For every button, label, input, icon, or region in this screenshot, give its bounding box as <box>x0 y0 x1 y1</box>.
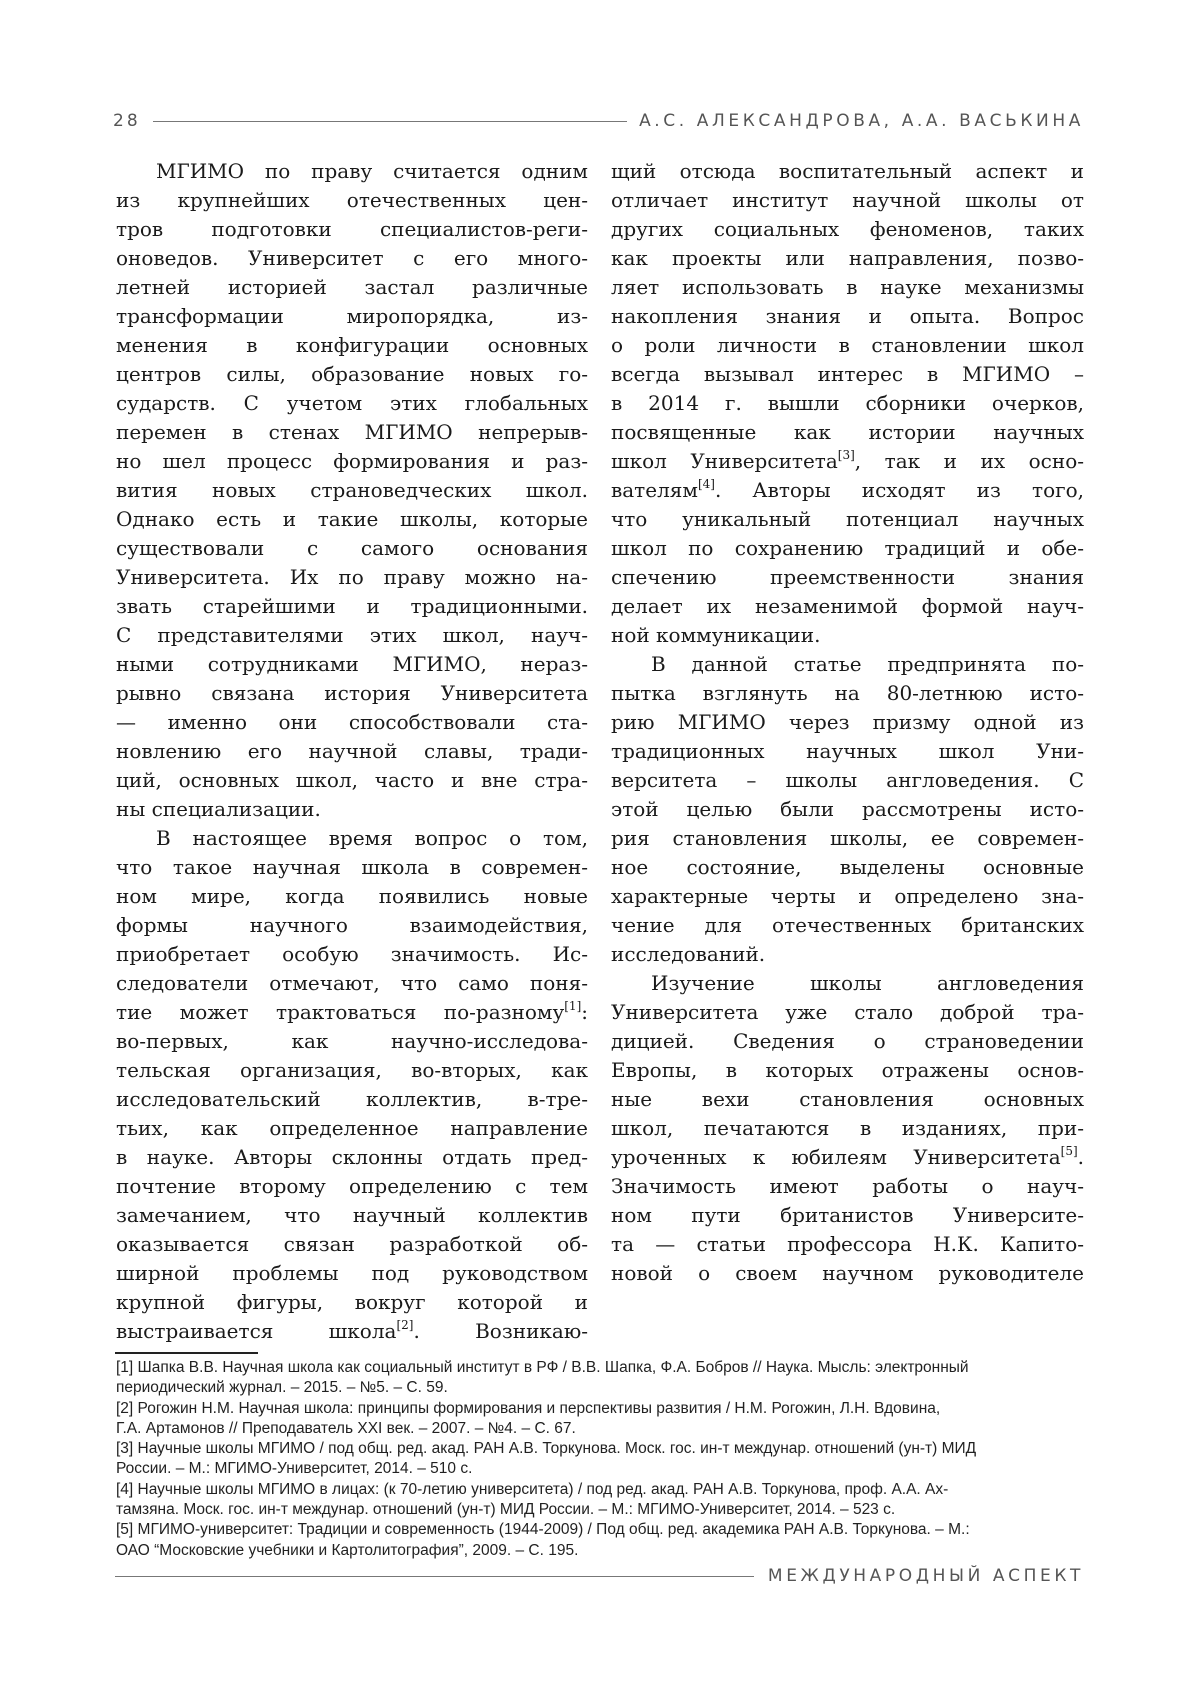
text-line: спечению преемственности знания <box>611 565 1084 589</box>
text-line: существовали с самого основания <box>116 536 588 560</box>
text-line: трансформации миропорядка, из- <box>116 304 588 328</box>
footnote-separator <box>115 1352 258 1354</box>
text-line: новлению его научной славы, тради- <box>116 739 588 763</box>
text-line: накопления знания и опыта. Вопрос <box>611 304 1084 328</box>
footnote-line: периодический журнал. – 2015. – №5. – С. 59. <box>116 1379 448 1397</box>
footnote-reference[interactable]: [3] <box>837 448 855 462</box>
text-line: традиционных научных школ Уни- <box>611 739 1084 763</box>
text-line: оказывается связан разработкой об- <box>116 1232 588 1256</box>
text-line: звать старейшими и традиционными. <box>116 594 588 618</box>
text-line: оноведов. Университет с его много- <box>116 246 588 270</box>
footnote-reference[interactable]: [4] <box>697 477 715 491</box>
text-line: рывно связана история Университета <box>116 681 588 705</box>
text-line: пытка взглянуть на 80-летнюю исто- <box>611 681 1084 705</box>
text-line: дицией. Сведения о страноведении <box>611 1029 1084 1053</box>
footnote-line: Г.А. Артамонов // Преподаватель XXI век. – 2007. – №4. – С. 67. <box>116 1419 576 1437</box>
text-line: щий отсюда воспитательный аспект и <box>611 159 1084 183</box>
footnote <box>116 1480 1091 1521</box>
text-line: ны специализации. <box>116 797 321 821</box>
text-line: делает их незаменимой формой науч- <box>611 594 1084 618</box>
footnote-line: России. – М.: МГИМО-Университет, 2014. – 510 с. <box>116 1460 473 1478</box>
text-line: ными сотрудниками МГИМО, нераз- <box>116 652 588 676</box>
text-line: ширной проблемы под руководством <box>116 1261 588 1285</box>
text-line: крупной фигуры, вокруг которой и <box>116 1290 588 1314</box>
text-line: замечанием, что научный коллектив <box>116 1203 588 1227</box>
footnote <box>116 1399 1091 1440</box>
text-line: Значимость имеют работы о науч- <box>611 1174 1084 1198</box>
text-line: менения в конфигурации основных <box>116 333 588 357</box>
footnote-line: [2] Рогожин Н.М. Научная школа: принципы формирования и перспективы развития / Н.М. Рогожин, Л.Н. Вдовина, <box>116 1399 941 1417</box>
text-line: следователи отмечают, что само поня- <box>116 971 588 995</box>
footnote-line: тамзяна. Моск. гос. ин-т междунар. отношений (ун-т) МИД России. – М.: МГИМО-Университет, 2014. – 523 с. <box>116 1501 896 1519</box>
text-line: выстраивается школа[2]. Возникаю- <box>116 1318 588 1343</box>
footnote-reference[interactable]: [5] <box>1060 1144 1078 1158</box>
page-number: 28 <box>113 111 141 131</box>
text-line: школ, печатаются в изданиях, при- <box>611 1116 1084 1140</box>
text-line: Однако есть и такие школы, которые <box>116 507 588 531</box>
text-line: вателям[4]. Авторы исходят из того, <box>611 477 1084 502</box>
paragraph <box>611 650 1084 969</box>
text-line: что такое научная школа в современ- <box>116 855 588 879</box>
text-line: этой целью были рассмотрены исто- <box>611 797 1084 821</box>
text-line: как проекты или направления, позво- <box>611 246 1084 270</box>
footnote-reference[interactable]: [1] <box>564 999 582 1013</box>
footnote-line: [5] МГИМО-университет: Традиции и современность (1944-2009) / Под общ. ред. академика РАН А.В. Торкунова. – М.: <box>116 1521 970 1539</box>
footnotes <box>116 1358 1091 1561</box>
text-line: характерные черты и определено зна- <box>611 884 1084 908</box>
text-line: почтение второму определению с тем <box>116 1174 588 1198</box>
text-line: о роли личности в становлении школ <box>611 333 1084 357</box>
paragraph <box>611 157 1084 650</box>
text-line: во-первых, как научно-исследова- <box>116 1029 588 1053</box>
text-line: в науке. Авторы склонны отдать пред- <box>116 1145 588 1169</box>
footnote-line: [1] Шапка В.В. Научная школа как социальный институт в РФ / В.В. Шапка, Ф.А. Бобров // Наука. Мысль: электронный <box>116 1359 969 1376</box>
journal-section-title: МЕЖДУНАРОДНЫЙ АСПЕКТ <box>767 1566 1084 1586</box>
text-line: В настоящее время вопрос о том, <box>156 826 588 850</box>
running-header <box>113 108 1084 134</box>
text-line: Европы, в которых отражены основ- <box>611 1058 1084 1082</box>
text-line: посвященные как истории научных <box>611 420 1084 444</box>
text-line: уроченных к юбилеям Университета[5]. <box>611 1144 1084 1169</box>
text-line: перемен в стенах МГИМО непрерыв- <box>116 420 588 444</box>
text-line: ций, основных школ, часто и вне стра- <box>116 768 588 792</box>
text-line: ное состояние, выделены основные <box>611 855 1084 879</box>
text-line: тельская организация, во-вторых, как <box>116 1058 588 1082</box>
text-line: сударств. С учетом этих глобальных <box>116 391 588 415</box>
text-line: школ по сохранению традиций и обе- <box>611 536 1084 560</box>
footnote-line: ОАО “Московские учебники и Картолитография”, 2009. – С. 195. <box>116 1541 579 1559</box>
text-line: рия становления школы, ее современ- <box>611 826 1084 850</box>
text-line: ном мире, когда появились новые <box>116 884 588 908</box>
text-line: центров силы, образование новых го- <box>116 362 588 386</box>
header-authors: А.С. АЛЕКСАНДРОВА, А.А. ВАСЬКИНА <box>639 111 1084 131</box>
text-line: исследовательский коллектив, в-тре- <box>116 1087 588 1111</box>
footnote <box>116 1439 1091 1480</box>
text-line: — именно они способствовали ста- <box>116 710 588 734</box>
footnote-line: [3] Научные школы МГИМО / под общ. ред. акад. РАН А.В. Торкунова. Моск. гос. ин-т междунар. отношений (ун-т) МИД <box>116 1440 977 1458</box>
text-line: та — статьи профессора Н.К. Капито- <box>611 1232 1084 1256</box>
text-line: в 2014 г. вышли сборники очерков, <box>611 391 1084 415</box>
text-line: вития новых страноведческих школ. <box>116 478 588 502</box>
header-rule <box>153 121 627 122</box>
text-line: других социальных феноменов, таких <box>611 217 1084 241</box>
text-line: тров подготовки специалистов-реги- <box>116 217 588 241</box>
text-line: верситета – школы англоведения. С <box>611 768 1084 792</box>
text-line: тьих, как определенное направление <box>116 1116 588 1140</box>
text-line: всегда вызывал интерес в МГИМО – <box>611 362 1084 386</box>
text-line: чение для отечественных британских <box>611 913 1084 937</box>
paragraph <box>116 824 588 1346</box>
text-line: ные вехи становления основных <box>611 1087 1084 1111</box>
text-line: С представителями этих школ, науч- <box>116 623 588 647</box>
text-line: Университета. Их по праву можно на- <box>116 565 588 589</box>
text-line: ной коммуникации. <box>611 623 821 647</box>
footnote-reference[interactable]: [2] <box>396 1318 414 1332</box>
footer-rule <box>115 1576 754 1577</box>
text-line: новой о своем научном руководителе <box>611 1261 1084 1285</box>
text-line: Изучение школы англоведения <box>651 971 1084 995</box>
text-line: МГИМО по праву считается одним <box>156 159 588 183</box>
text-line: ляет использовать в науке механизмы <box>611 275 1084 299</box>
text-line: Университета уже стало доброй тра- <box>611 1000 1084 1024</box>
text-column-right <box>611 157 1084 1288</box>
text-line: формы научного взаимодействия, <box>116 913 588 937</box>
footnote-line: [4] Научные школы МГИМО в лицах: (к 70-летию университета) / под ред. акад. РАН А.В. Торкунова, проф. А.А. Ах- <box>116 1480 949 1498</box>
running-footer <box>115 1563 1084 1589</box>
footnote <box>116 1358 1091 1399</box>
text-line: но шел процесс формирования и раз- <box>116 449 588 473</box>
footnote <box>116 1520 1091 1561</box>
text-line: школ Университета[3], так и их осно- <box>611 448 1084 473</box>
text-line: из крупнейших отечественных цен- <box>116 188 588 212</box>
text-line: исследований. <box>611 942 766 966</box>
paragraph <box>611 969 1084 1288</box>
text-line: В данной статье предпринята по- <box>651 652 1084 676</box>
text-line: ном пути британистов Университе- <box>611 1203 1084 1227</box>
text-line: рию МГИМО через призму одной из <box>611 710 1084 734</box>
text-line: что уникальный потенциал научных <box>611 507 1084 531</box>
text-line: отличает институт научной школы от <box>611 188 1084 212</box>
paragraph <box>116 157 588 824</box>
text-line: тие может трактоваться по-разному[1]: <box>116 999 588 1024</box>
text-line: приобретает особую значимость. Ис- <box>116 942 588 966</box>
text-column-left <box>116 157 588 1346</box>
text-line: летней историей застал различные <box>116 275 588 299</box>
